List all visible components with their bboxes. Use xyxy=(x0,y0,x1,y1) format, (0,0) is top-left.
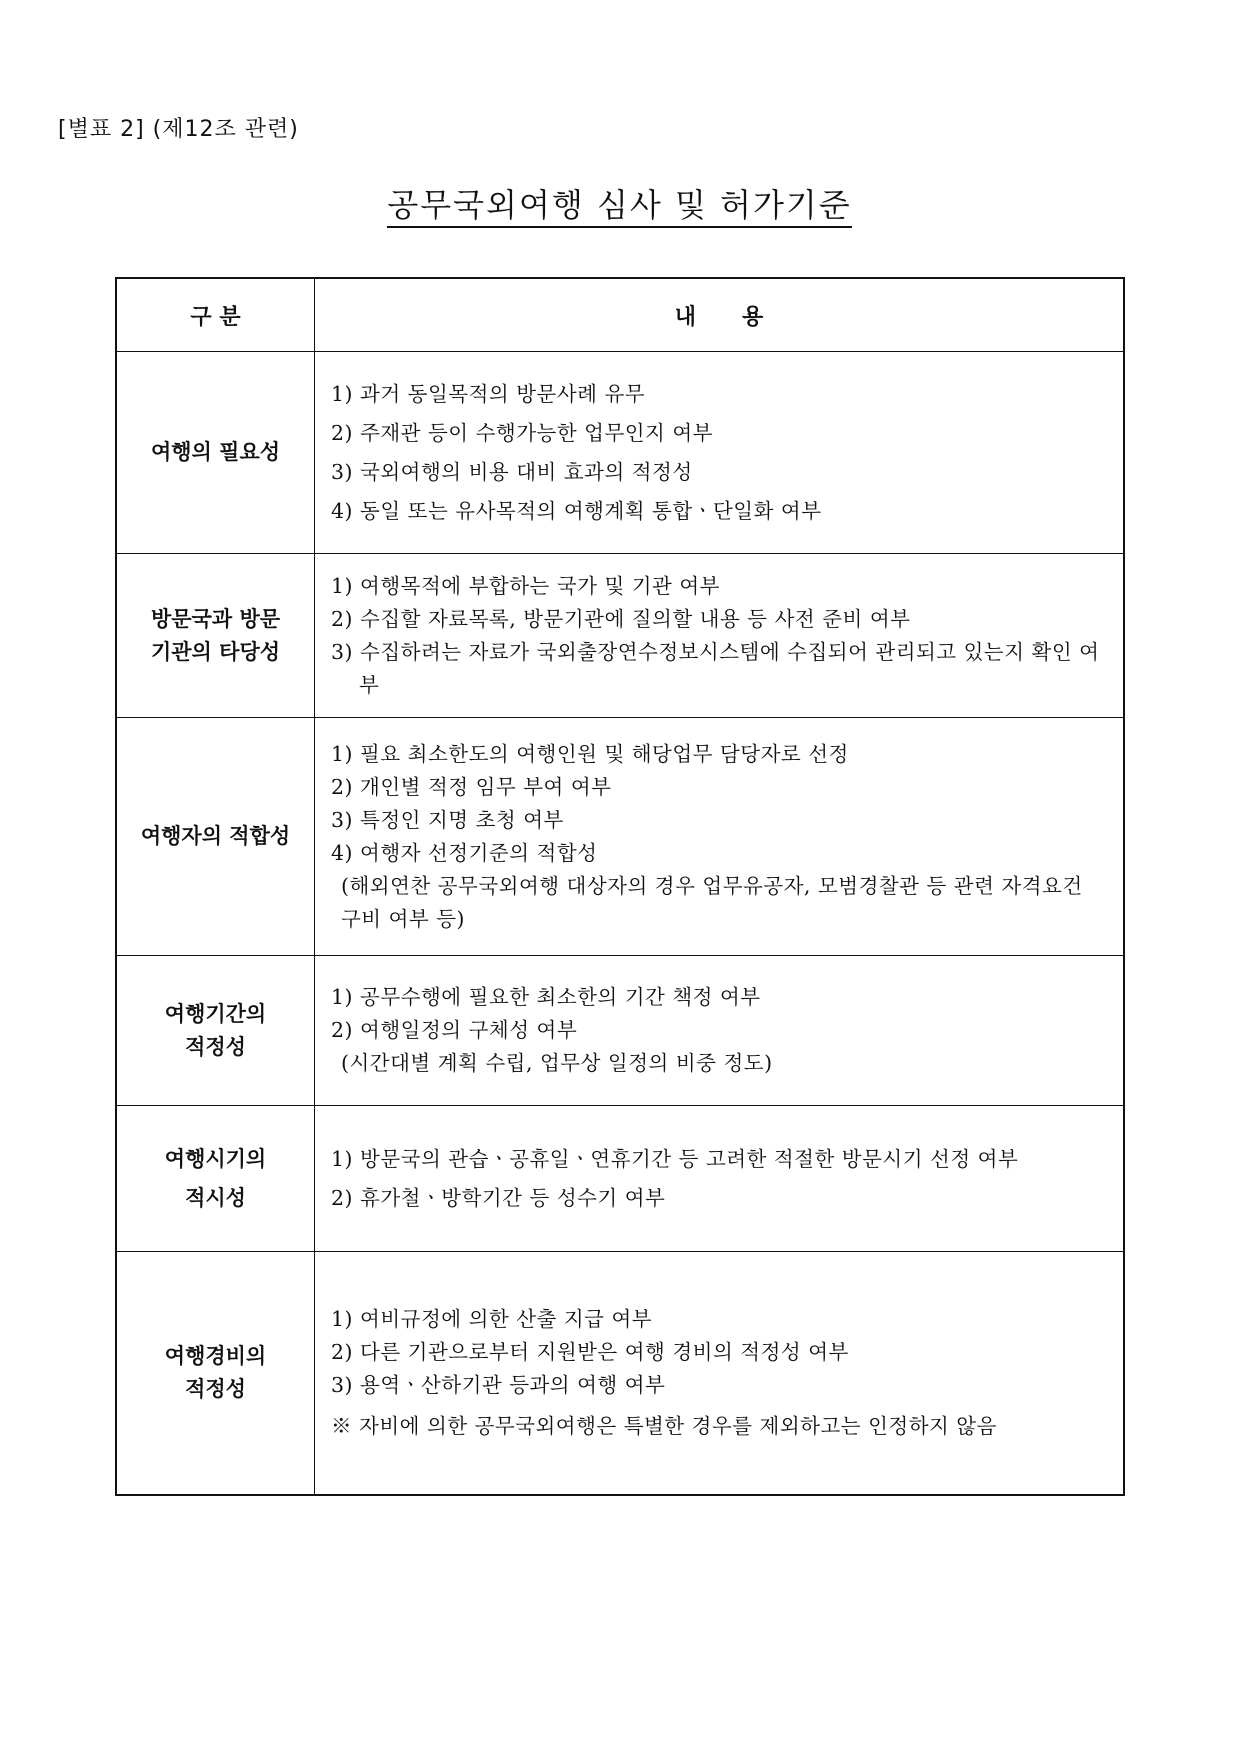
table-header-row xyxy=(116,278,1124,352)
criteria-table xyxy=(115,277,1125,1496)
list-item: 1) 과거 동일목적의 방문사례 유무 xyxy=(331,381,646,406)
document-title-text: 공무국외여행 심사 및 허가기준 xyxy=(387,186,851,228)
row-content xyxy=(315,1252,1125,1495)
annex-reference: [별표 2] (제12조 관련) xyxy=(58,117,299,142)
table-row xyxy=(116,352,1124,554)
table-row xyxy=(116,1106,1124,1252)
list-item: 4) 여행자 선정기준의 적합성 xyxy=(331,840,598,865)
list-item: 1) 여비규정에 의한 산출 지급 여부 xyxy=(331,1306,653,1331)
list-item: 3) 국외여행의 비용 대비 효과의 적정성 xyxy=(331,459,693,484)
table-row xyxy=(116,1252,1124,1495)
list-item: 3) 수집하려는 자료가 국외출장연수정보시스템에 수집되어 관리되고 있는지 확인 여부 xyxy=(331,639,1100,697)
row-category xyxy=(116,554,315,718)
list-item: 2) 주재관 등이 수행가능한 업무인지 여부 xyxy=(331,420,713,445)
list-item-note: (시간대별 계획 수립, 업무상 일정의 비중 정도) xyxy=(341,1051,773,1075)
row-category xyxy=(116,1106,315,1252)
header-content: 내 용 xyxy=(315,278,1125,352)
table-row xyxy=(116,718,1124,956)
list-item: 2) 여행일정의 구체성 여부 xyxy=(331,1018,578,1042)
row-category-text: 여행기간의 적정성 xyxy=(164,1001,267,1059)
row-category-text: 여행시기의 적시성 xyxy=(164,1146,267,1210)
row-category xyxy=(116,1252,315,1495)
list-item-note: ※ 자비에 의한 공무국외여행은 특별한 경우를 제외하고는 인정하지 않음 xyxy=(331,1413,997,1438)
list-item-note: (해외연찬 공무국외여행 대상자의 경우 업무유공자, 모범경찰관 등 관련 자격요건 구비 여부 등) xyxy=(341,873,1083,931)
table-row xyxy=(116,554,1124,718)
list-item: 1) 공무수행에 필요한 최소한의 기간 책정 여부 xyxy=(331,985,761,1009)
list-item: 1) 방문국의 관습ㆍ공휴일ㆍ연휴기간 등 고려한 적절한 방문시기 선정 여부 xyxy=(331,1146,1019,1171)
row-category-text: 방문국과 방문기관의 타당성 xyxy=(150,606,281,664)
list-item: 2) 개인별 적정 임무 부여 여부 xyxy=(331,774,612,799)
list-item: 3) 용역ㆍ산하기관 등과의 여행 여부 xyxy=(331,1372,666,1397)
row-content xyxy=(315,352,1125,554)
row-content xyxy=(315,718,1125,956)
document-title xyxy=(0,180,1239,226)
list-item: 1) 여행목적에 부합하는 국가 및 기관 여부 xyxy=(331,573,720,598)
row-category: 여행자의 적합성 xyxy=(116,718,315,956)
list-item: 3) 특정인 지명 초청 여부 xyxy=(331,807,564,832)
list-item: 2) 다른 기관으로부터 지원받은 여행 경비의 적정성 여부 xyxy=(331,1339,849,1364)
row-content xyxy=(315,1106,1125,1252)
header-category: 구 분 xyxy=(116,278,315,352)
table-row xyxy=(116,956,1124,1106)
list-item: 2) 휴가철ㆍ방학기간 등 성수기 여부 xyxy=(331,1185,666,1210)
row-content xyxy=(315,554,1125,718)
row-category xyxy=(116,956,315,1106)
row-content xyxy=(315,956,1125,1106)
row-category: 여행의 필요성 xyxy=(116,352,315,554)
row-category-text: 여행경비의 적정성 xyxy=(164,1343,267,1401)
list-item: 2) 수집할 자료목록, 방문기관에 질의할 내용 등 사전 준비 여부 xyxy=(331,606,911,631)
list-item: 4) 동일 또는 유사목적의 여행계획 통합ㆍ단일화 여부 xyxy=(331,498,822,523)
list-item: 1) 필요 최소한도의 여행인원 및 해당업무 담당자로 선정 xyxy=(331,741,849,766)
